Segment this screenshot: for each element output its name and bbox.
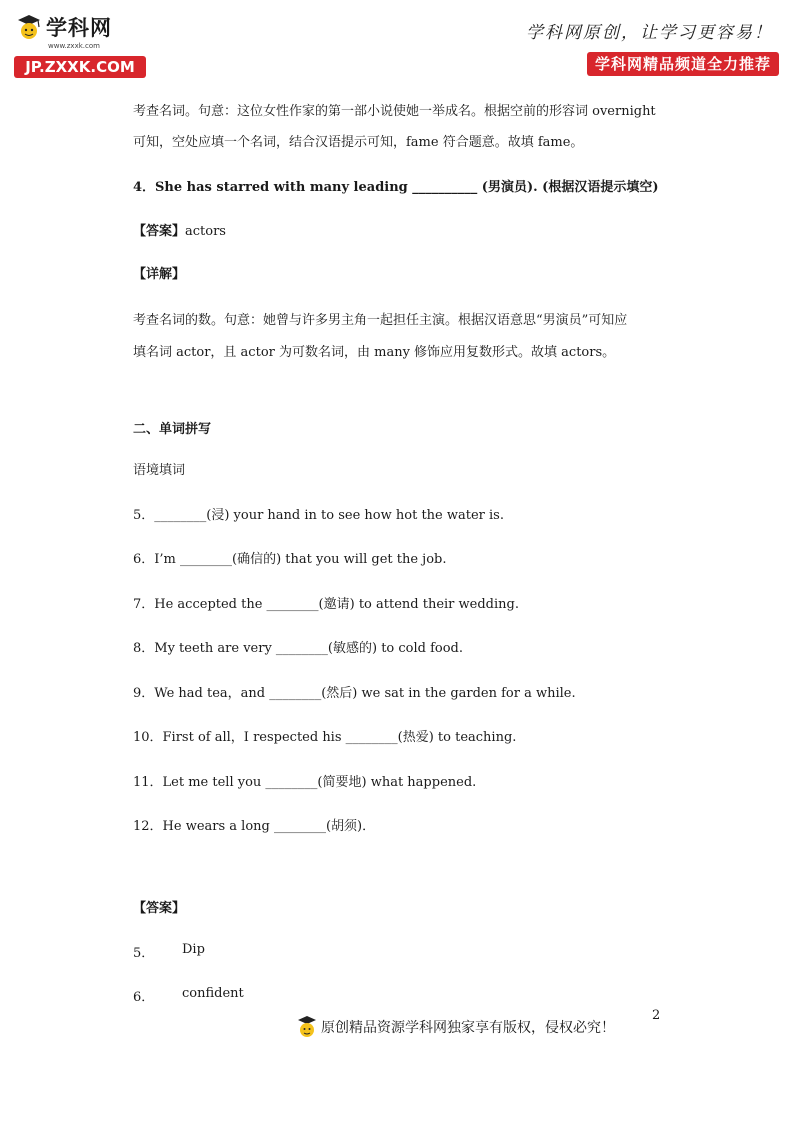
q4-analysis-line1: 考查名词的数。句意：她曾与许多男主角一起担任主演。根据汉语意思“男演员”可知应 bbox=[133, 313, 628, 328]
q3-analysis-line2: 可知，空处应填一个名词，结合汉语提示可知，fame 符合题意。故填 fame。 bbox=[133, 135, 584, 150]
brand-name: 学科网 bbox=[46, 16, 112, 40]
q4-question: 4．She has starred with many leading __________ (男演员). (根据汉语提示填空) bbox=[133, 180, 659, 195]
q3-analysis-line1: 考查名词。句意：这位女性作家的第一部小说使她一举成名。根据空前的形容词 overnight bbox=[133, 104, 656, 119]
brand-domain: www.zxxk.com bbox=[48, 42, 100, 50]
question-item: 7．He accepted the ________(邀请) to attend their wedding. bbox=[133, 597, 519, 612]
question-item: 10．First of all，I respected his ________(热爱) to teaching. bbox=[133, 730, 517, 745]
answer-value: Dip bbox=[182, 942, 205, 957]
question-item: 6．I’m ________(确信的) that you will get the job. bbox=[133, 552, 447, 567]
question-item: 12．He wears a long ________(胡须)． bbox=[133, 819, 376, 834]
copyright-text: 原创精品资源学科网独家享有版权，侵权必究！ bbox=[321, 1020, 615, 1036]
question-item: 8．My teeth are very ________(敏感的) to cold food. bbox=[133, 641, 464, 656]
answer-section-label: 【答案】 bbox=[133, 901, 186, 916]
footer-copyright bbox=[295, 1014, 615, 1040]
page-number: 2 bbox=[652, 1008, 661, 1023]
answer-label: 【答案】 bbox=[133, 224, 186, 239]
answer-value: actors bbox=[185, 224, 226, 239]
section-title: 二、单词拼写 bbox=[133, 422, 212, 437]
answer-number: 5． bbox=[133, 946, 155, 961]
header-slogan: 学科网原创，让学习更容易！ bbox=[526, 23, 773, 43]
section-subtitle: 语境填词 bbox=[133, 463, 186, 478]
question-item: 11．Let me tell you ________(简要地) what happened. bbox=[133, 775, 477, 790]
q4-answer bbox=[133, 220, 226, 239]
question-item: 5．________(浸) your hand in to see how hot the water is. bbox=[133, 508, 504, 523]
mascot-icon bbox=[295, 1014, 319, 1040]
header-banner[interactable]: 学科网精品频道全力推荐 bbox=[587, 52, 779, 76]
site-logo[interactable] bbox=[14, 12, 154, 82]
url-badge[interactable]: JP.ZXXK.COM bbox=[14, 56, 146, 78]
detail-label: 【详解】 bbox=[133, 267, 186, 282]
mascot-icon bbox=[14, 12, 44, 42]
question-item: 9．We had tea，and ________(然后) we sat in the garden for a while. bbox=[133, 686, 576, 701]
answer-number: 6． bbox=[133, 990, 155, 1005]
answer-value: confident bbox=[182, 986, 244, 1001]
q4-analysis-line2: 填名词 actor，且 actor 为可数名词，由 many 修饰应用复数形式。故填 actors。 bbox=[133, 345, 616, 360]
